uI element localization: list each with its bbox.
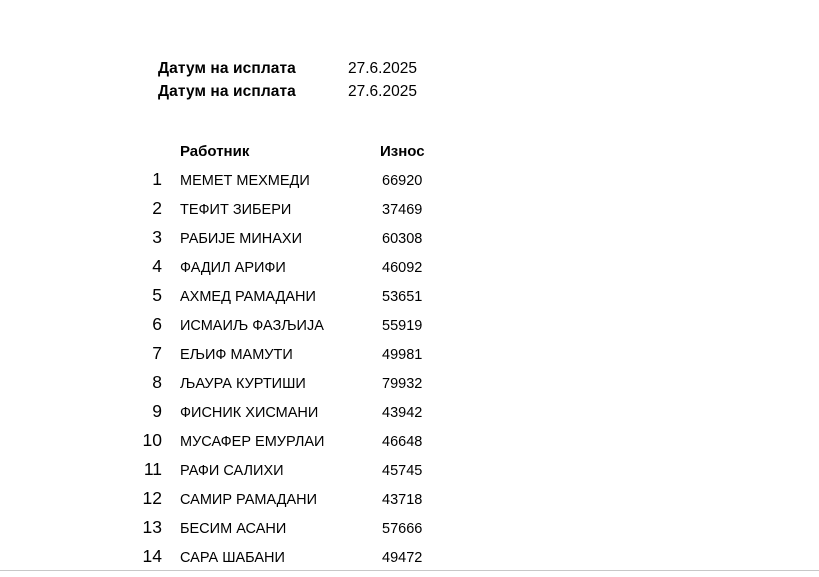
row-index: 5 xyxy=(152,285,162,305)
table-row xyxy=(120,401,540,430)
payout-date-row xyxy=(158,60,417,83)
payout-date-label: Датум на исплата xyxy=(158,83,296,100)
table-row xyxy=(120,169,540,198)
row-worker-name: ЉАУРА КУРТИШИ xyxy=(180,376,306,392)
row-amount: 37469 xyxy=(382,202,423,218)
row-index: 12 xyxy=(142,488,162,508)
row-amount: 66920 xyxy=(382,173,423,189)
row-worker-name: САМИР РАМАДАНИ xyxy=(180,492,318,508)
table-header-row xyxy=(120,143,540,169)
row-amount: 57666 xyxy=(382,521,423,537)
row-amount: 46092 xyxy=(382,260,423,276)
table-row xyxy=(120,285,540,314)
row-amount: 53651 xyxy=(382,289,423,305)
row-index: 14 xyxy=(142,546,162,566)
row-index: 10 xyxy=(142,430,162,450)
row-worker-name: ТЕФИТ ЗИБЕРИ xyxy=(180,202,292,218)
row-amount: 49981 xyxy=(382,347,423,363)
row-worker-name: ИСМАИЉ ФАЗЉИЈА xyxy=(180,318,324,334)
table-row xyxy=(120,430,540,459)
row-amount: 45745 xyxy=(382,463,423,479)
row-worker-name: РАФИ САЛИХИ xyxy=(180,463,284,479)
row-amount: 43718 xyxy=(382,492,423,508)
row-index: 1 xyxy=(152,169,162,189)
employees-table xyxy=(120,143,540,575)
row-worker-name: ЕЉИФ МАМУТИ xyxy=(180,347,293,363)
row-index: 7 xyxy=(152,343,162,363)
row-worker-name: САРА ШАБАНИ xyxy=(180,550,285,566)
row-amount: 55919 xyxy=(382,318,423,334)
table-row xyxy=(120,343,540,372)
row-index: 2 xyxy=(152,198,162,218)
row-index: 11 xyxy=(143,459,162,479)
row-worker-name: РАБИЈЕ МИНАХИ xyxy=(180,231,302,247)
row-worker-name: МУСАФЕР ЕМУРЛАИ xyxy=(180,434,325,450)
column-header-worker: Работник xyxy=(180,143,250,160)
row-index: 4 xyxy=(152,256,162,276)
row-amount: 46648 xyxy=(382,434,423,450)
payout-date-value: 27.6.2025 xyxy=(348,83,417,100)
row-amount: 49472 xyxy=(382,550,423,566)
row-worker-name: БЕСИМ АСАНИ xyxy=(180,521,287,537)
row-amount: 79932 xyxy=(382,376,423,392)
row-index: 9 xyxy=(152,401,162,421)
table-row xyxy=(120,488,540,517)
payout-date-row xyxy=(158,83,417,106)
table-row xyxy=(120,459,540,488)
row-worker-name: АХМЕД РАМАДАНИ xyxy=(180,289,316,305)
payout-date-value: 27.6.2025 xyxy=(348,60,417,77)
row-index: 13 xyxy=(142,517,162,537)
row-amount: 60308 xyxy=(382,231,423,247)
payout-date-label: Датум на исплата xyxy=(158,60,296,77)
row-index: 6 xyxy=(152,314,162,334)
row-worker-name: ФАДИЛ АРИФИ xyxy=(180,260,286,276)
table-row xyxy=(120,256,540,285)
table-row xyxy=(120,198,540,227)
row-index: 8 xyxy=(152,372,162,392)
column-header-amount: Износ xyxy=(380,143,425,160)
page-bottom-divider xyxy=(0,570,819,571)
table-row xyxy=(120,517,540,546)
row-index: 3 xyxy=(152,227,162,247)
payout-header xyxy=(158,60,417,106)
row-worker-name: МЕМЕТ МЕХМЕДИ xyxy=(180,173,310,189)
row-amount: 43942 xyxy=(382,405,423,421)
table-row xyxy=(120,227,540,256)
table-row xyxy=(120,372,540,401)
table-row xyxy=(120,314,540,343)
row-worker-name: ФИСНИК ХИСМАНИ xyxy=(180,405,319,421)
